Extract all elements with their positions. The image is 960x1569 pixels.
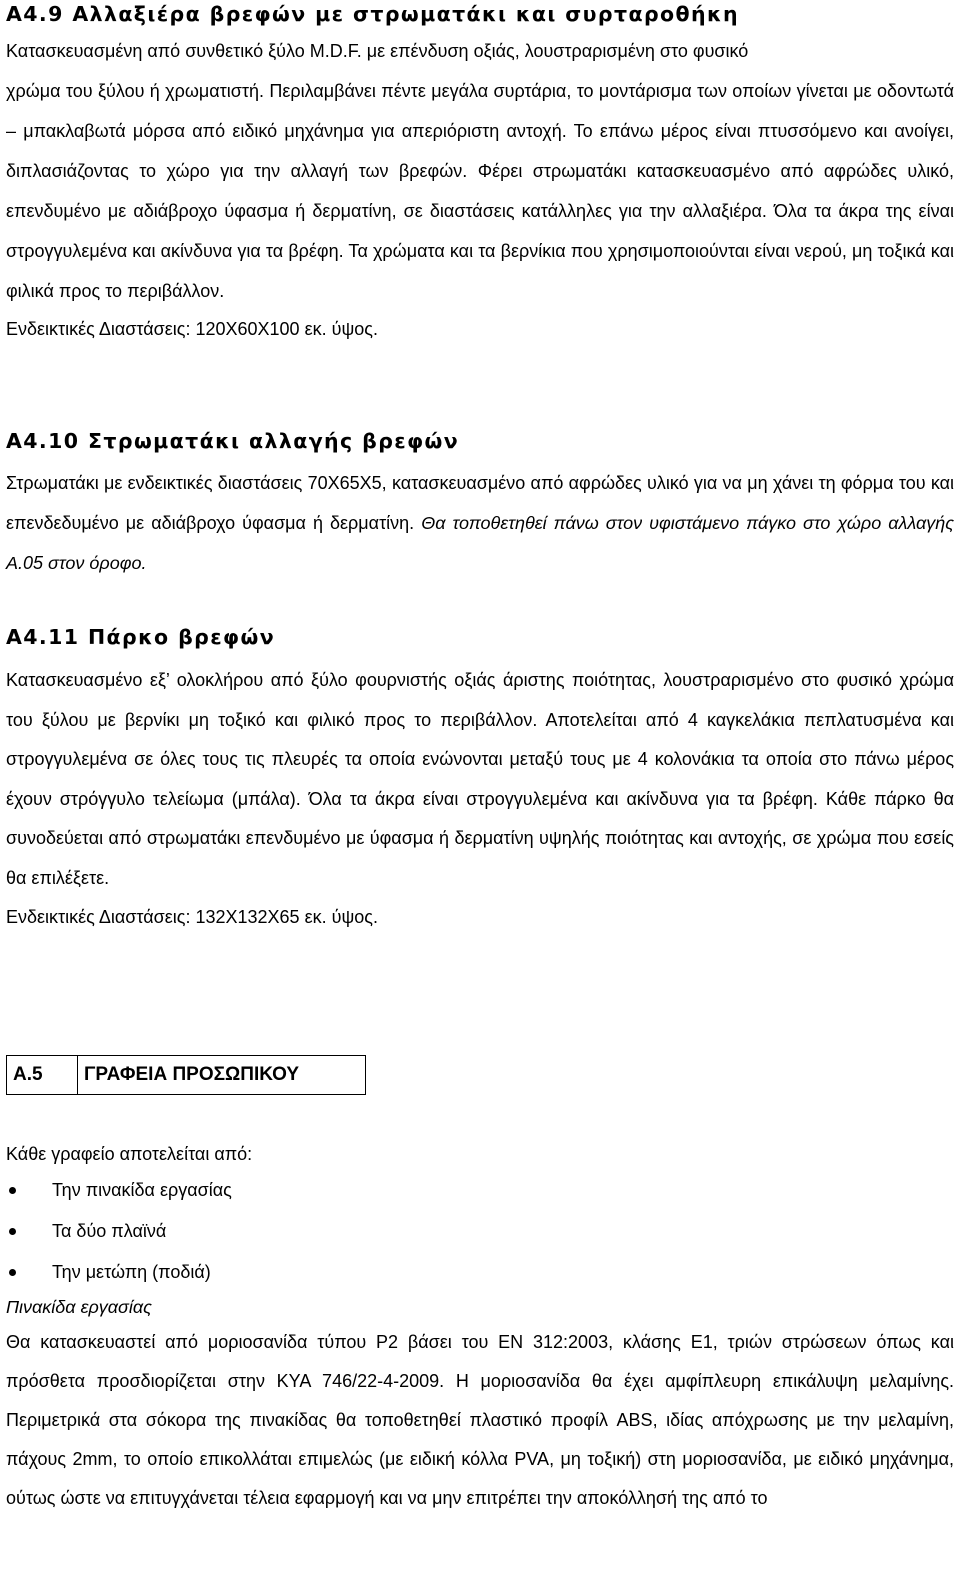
component-list	[6, 1170, 954, 1293]
paragraph	[6, 463, 954, 583]
paragraph-italic-note: Θα τοποθετηθεί πάνω στον υφιστάμενο πάγκο στο χώρο αλλαγής Α.05 στον όροφο.	[6, 513, 954, 573]
list-item	[6, 1170, 954, 1211]
dimensions-text: Ενδεικτικές Διαστάσεις: 132Χ132Χ65 εκ. ύψος.	[6, 907, 378, 927]
paragraph: χρώμα του ξύλου ή χρωματιστή. Περιλαμβάνει πέντε μεγάλα συρτάρια, το μοντάρισμα των οποίων γίνεται με οδοντωτά – μπακλαβωτά μόρσα από ειδικό μηχάνημα για απεριόριστη αντοχή. Το επάνω μέρος είναι πτυσσόμενο και ανοίγει, διπλασιάζοντας το χώρο για την αλλαγή των βρεφών. Φέρει στρωματάκι κατασκευασμένο από αφρώδες υλικό, επενδυμένο με αδιάβροχο ύφασμα ή δερματίνη, σε διαστάσεις κατάλληλες για την αλλαξιέρα. Όλα τα άκρα της είναι στρογγυλεμένα και ακίνδυνα για τα βρέφη. Τα χρώματα και τα βερνίκια που χρησιμοποιούνται είναι νερού, μη τοξικά και φιλικά προς το περιβάλλον.	[6, 81, 954, 301]
intro-text: Κάθε γραφείο αποτελείται από:	[6, 1144, 253, 1164]
bullet-icon	[9, 1269, 16, 1276]
bullet-icon	[9, 1187, 16, 1194]
paragraph: Κατασκευασμένο εξ’ ολοκλήρου από ξύλο φουρνιστής οξιάς άριστης ποιότητας, λουστραρισμένο στο φυσικό χρώμα του ξύλου με βερνίκι μη τοξικό και φιλικό προς το περιβάλλον. Αποτελείται από 4 καγκελάκια πεπλατυσμένα και στρογγυλεμένα σε όλες τους τις πλευρές τα οποία ενώνονται μεταξύ τους με 4 κολονάκια τα οποία στο πάνω μέρος έχουν στρόγγυλο τελείωμα (μπάλα). Όλα τα άκρα είναι στρογγυλεμένα και ακίνδυνα για τα βρέφη. Κάθε πάρκο θα συνοδεύεται από στρωματάκι επενδυμένο με ύφασμα ή δερματίνη υψηλής ποιότητας και αντοχής, σε χρώμα που εσείς θα επιλέξετε.	[6, 670, 954, 888]
paragraph-text: Στρωματάκι με ενδεικτικές διαστάσεις 70Χ65Χ5, κατασκευασμένο από αφρώδες υλικό για να μη χάνει τη φόρμα του και επενδεδυμένο με αδιάβροχο ύφασμα ή δερματίνη.	[6, 473, 954, 533]
subheading: Πινακίδα εργασίας	[6, 1297, 152, 1317]
paragraph-first-line: Κατασκευασμένη από συνθετικό ξύλο M.D.F. με επένδυση οξιάς, λουστραρισμένη στο φυσικό	[6, 41, 749, 61]
section-heading: Α4.11 Πάρκο βρεφών	[6, 625, 276, 649]
section-a5-content	[6, 1138, 954, 1518]
list-item	[6, 1252, 954, 1293]
paragraph: Θα κατασκευαστεί από μοριοσανίδα τύπου P2 βάσει του EN 312:2003, κλάσης E1, τριών στρώσεων όπως και πρόσθετα προσδιορίζεται στην ΚΥΑ 746/22-4-2009. Η μοριοσανίδα θα έχει αμφίπλευρη επικάλυψη μελαμίνης. Περιμετρικά στα σόκορα της πινακίδας θα τοποθετηθεί πλαστικό προφίλ ABS, ιδίας απόχρωσης με την μελαμίνη, πάχους 2mm, το οποίο επικολλάται επιμελώς (με ειδική κόλλα PVA, μη τοξική) στη μοριοσανίδα, με ειδικό μηχάνημα, ούτως ώστε να επιτυγχάνεται τέλεια εφαρμογή και να μην επιτρέπει την αποκόλλησή της από το	[6, 1332, 954, 1508]
section-a4-9	[6, 2, 954, 347]
list-item	[6, 1211, 954, 1252]
list-item-text: Την πινακίδα εργασίας	[52, 1180, 232, 1200]
section-a4-11	[6, 625, 954, 936]
list-item-text: Την μετώπη (ποδιά)	[52, 1262, 211, 1282]
section-title: ΓΡΑΦΕΙΑ ΠΡΟΣΩΠΙΚΟΥ	[78, 1056, 366, 1095]
section-heading: Α4.10 Στρωματάκι αλλαγής βρεφών	[6, 429, 460, 453]
bullet-icon	[9, 1228, 16, 1235]
section-code: Α.5	[7, 1056, 78, 1095]
list-item-text: Τα δύο πλαϊνά	[52, 1221, 167, 1241]
section-a4-10	[6, 429, 954, 583]
section-a5-header-table	[6, 1055, 366, 1095]
dimensions-text: Ενδεικτικές Διαστάσεις: 120Χ60Χ100 εκ. ύψος.	[6, 319, 378, 339]
section-heading: Α4.9 Αλλαξιέρα βρεφών με στρωματάκι και συρταροθήκη	[6, 2, 739, 26]
